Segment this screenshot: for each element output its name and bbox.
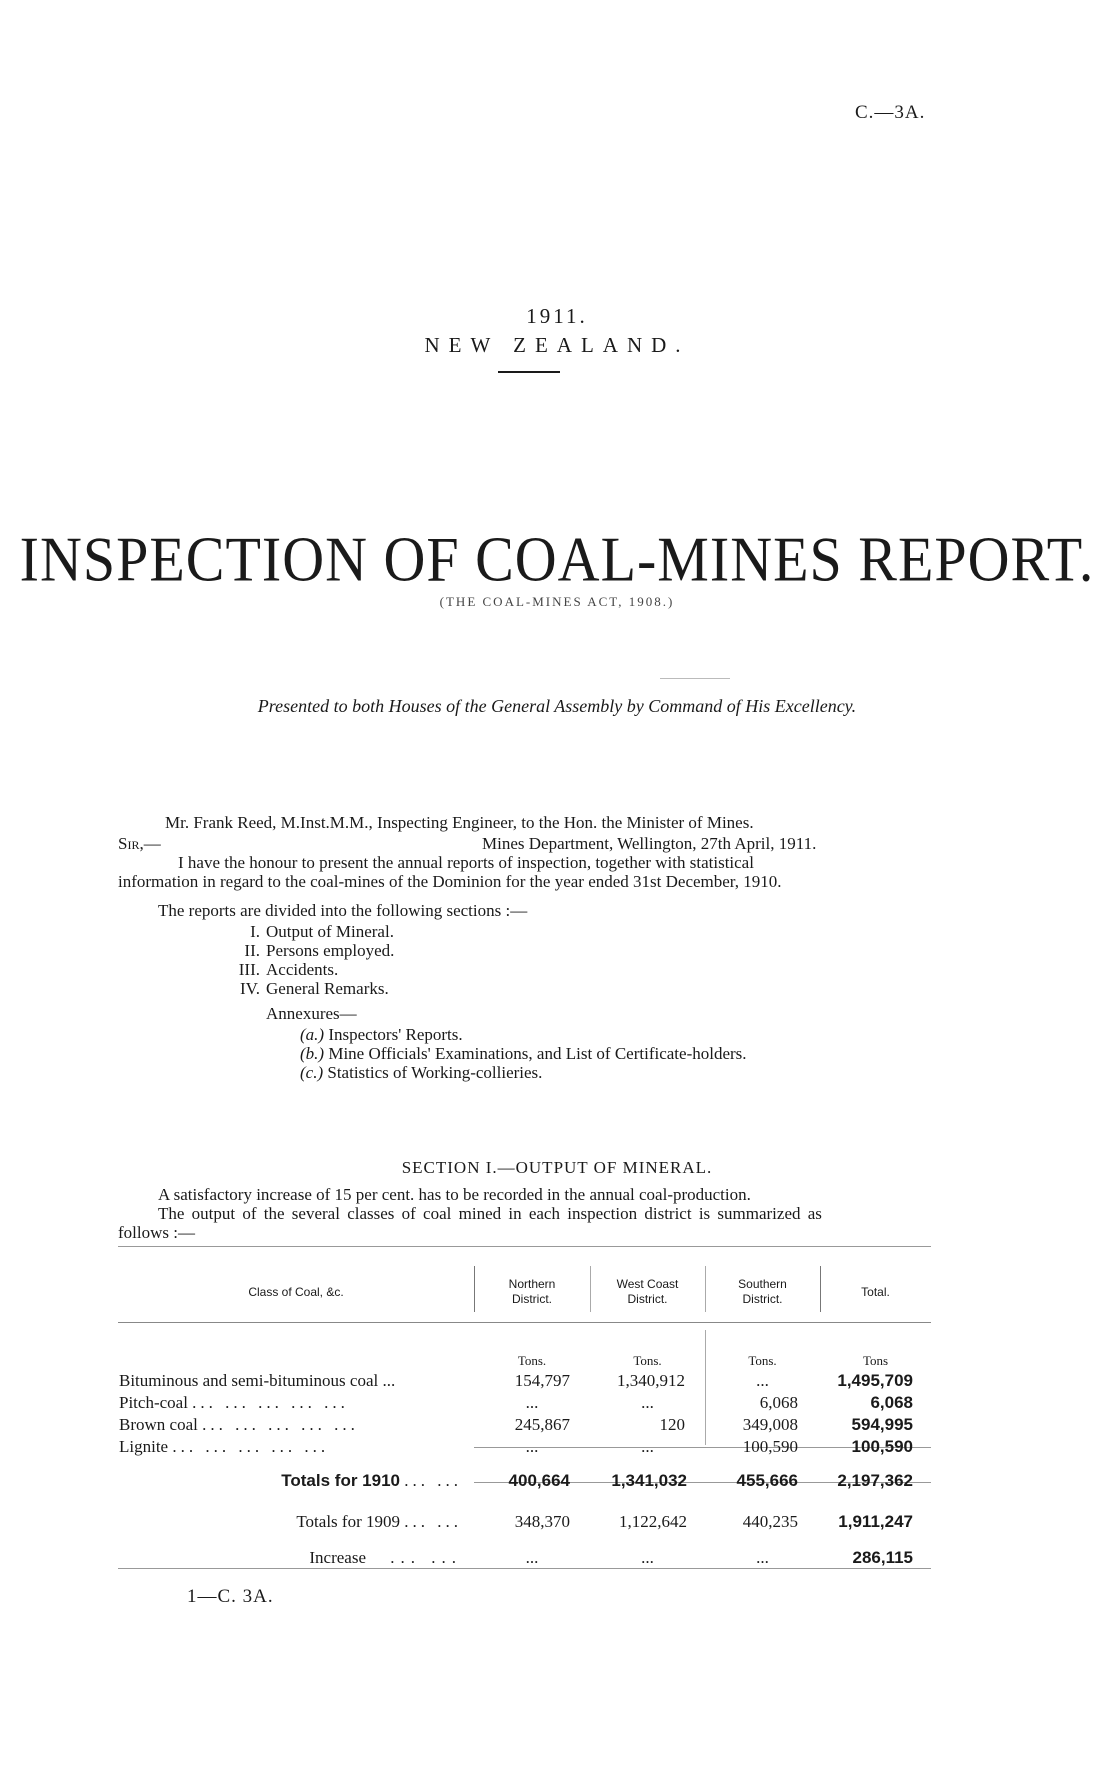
section-title: Output of Mineral. <box>266 922 394 941</box>
row-label: Lignite <box>119 1437 169 1456</box>
short-divider <box>660 678 730 679</box>
letter-paragraph-1b: information in regard to the coal-mines of the Dominion for the year ended 31st December, 1910. <box>118 872 782 891</box>
header-southern <box>705 1270 820 1314</box>
header-northern <box>474 1270 590 1314</box>
annexure-title: Statistics of Working-collieries. <box>327 1063 543 1082</box>
cell-west-coast: ... <box>641 1437 654 1456</box>
section-list-titles <box>266 922 394 998</box>
row-label: Bituminous and semi-bituminous coal <box>119 1371 379 1390</box>
annexure-number: (b.) <box>300 1044 325 1063</box>
section-number: IV. <box>240 979 260 998</box>
page-reference: C.—3A. <box>855 102 926 123</box>
cell-northern: ... <box>525 1437 539 1456</box>
leader-dots: ... ... ... ... ... <box>202 1415 359 1434</box>
section-paragraph-1: A satisfactory increase of 15 per cent. has to be recorded in the annual coal-production. <box>158 1185 751 1204</box>
cell-northern: ... <box>525 1393 539 1412</box>
row-label: Totals for 1909 <box>296 1512 400 1531</box>
row-label: Increase <box>309 1548 366 1567</box>
cell-southern: 349,008 <box>742 1415 798 1434</box>
units-row <box>118 1352 931 1370</box>
cell-southern: ... <box>756 1371 769 1390</box>
page-footer: 1—C. 3A. <box>187 1586 274 1607</box>
leader-dots: ... ... <box>390 1548 462 1567</box>
unit-label: Tons. <box>517 1353 547 1368</box>
leader-dots: ... ... <box>404 1471 462 1490</box>
cell-total: 286,115 <box>852 1548 913 1567</box>
cell-total: 2,197,362 <box>837 1471 913 1490</box>
cell-total: 1,911,247 <box>838 1512 913 1531</box>
cell-southern: ... <box>756 1548 769 1567</box>
header-text: District. <box>742 1292 783 1306</box>
header-text: District. <box>627 1292 668 1306</box>
cell-northern: 245,867 <box>514 1415 570 1434</box>
section-title: Persons employed. <box>266 941 395 960</box>
section-list-numbers <box>210 922 260 998</box>
cell-west-coast: ... <box>641 1393 654 1412</box>
letter-salutation: Sir,— <box>118 834 161 853</box>
cell-total: 594,995 <box>851 1415 913 1434</box>
unit-label: Tons <box>862 1353 889 1368</box>
header-text: Northern <box>508 1277 556 1291</box>
cell-west-coast: 120 <box>659 1415 685 1434</box>
cell-total: 6,068 <box>870 1393 913 1412</box>
leader-dots: ... <box>382 1371 396 1390</box>
cell-southern: 440,235 <box>742 1512 798 1531</box>
section-title: Accidents. <box>266 960 339 979</box>
annexure-title: Inspectors' Reports. <box>328 1025 463 1044</box>
unit-label: Tons. <box>633 1353 662 1368</box>
leader-dots: ... ... <box>404 1512 462 1531</box>
row-label: Totals for 1910 <box>281 1471 400 1490</box>
section-number: III. <box>238 960 260 979</box>
title-divider <box>498 371 560 373</box>
table-top-rule <box>118 1246 931 1247</box>
unit-label: Tons. <box>748 1353 777 1368</box>
table-header-row <box>118 1270 931 1314</box>
header-text: West Coast <box>616 1277 679 1291</box>
cell-southern: 6,068 <box>759 1393 798 1412</box>
cell-northern: 348,370 <box>514 1512 570 1531</box>
increase-row <box>118 1540 931 1576</box>
header-text: District. <box>512 1292 552 1306</box>
letter-paragraph-2: The reports are divided into the following sections :— <box>158 901 528 920</box>
cell-southern: 455,666 <box>736 1471 798 1490</box>
table-row <box>118 1370 931 1392</box>
country-heading: NEW ZEALAND. <box>424 333 690 357</box>
cell-southern: 100,590 <box>742 1437 798 1456</box>
section-number: II. <box>244 941 260 960</box>
cell-total: 100,590 <box>851 1437 913 1456</box>
leader-dots: ... ... ... ... ... <box>172 1437 330 1456</box>
table-row <box>118 1392 931 1414</box>
report-subtitle: (THE COAL-MINES ACT, 1908.) <box>439 594 675 609</box>
cell-west-coast: 1,341,032 <box>611 1471 687 1490</box>
letter-place-date: Mines Department, Wellington, 27th April, 1911. <box>482 834 817 853</box>
annexure-list <box>300 1025 747 1082</box>
letter-paragraph-1a: I have the honour to present the annual reports of inspection, together with statistical <box>178 853 754 872</box>
coal-output-table <box>118 1270 931 1576</box>
table-row <box>118 1436 931 1458</box>
header-class: Class of Coal, &c. <box>248 1285 344 1299</box>
presentation-note: Presented to both Houses of the General Assembly by Command of His Excellency. <box>257 696 857 716</box>
section-title: General Remarks. <box>266 979 389 998</box>
totals-row <box>118 1458 931 1504</box>
cell-west-coast: 1,340,912 <box>617 1371 685 1390</box>
cell-northern: ... <box>525 1548 539 1567</box>
cell-west-coast: ... <box>641 1548 654 1567</box>
section-paragraph-2a: The output of the several classes of coal mined in each inspection district is summarized as <box>158 1204 822 1223</box>
cell-northern: 400,664 <box>508 1471 570 1490</box>
section-number: I. <box>250 922 260 941</box>
cell-total: 1,495,709 <box>837 1371 913 1390</box>
annexures-label: Annexures— <box>266 1004 357 1023</box>
row-label: Pitch-coal <box>119 1393 188 1412</box>
annexure-title: Mine Officials' Examinations, and List of Certificate-holders. <box>328 1044 747 1063</box>
cell-west-coast: 1,122,642 <box>619 1512 687 1531</box>
section-paragraph-2b: follows :— <box>118 1223 195 1242</box>
header-west-coast <box>590 1270 705 1314</box>
header-text: Southern <box>738 1277 787 1291</box>
section-heading: SECTION I.—OUTPUT OF MINERAL. <box>401 1158 713 1177</box>
letter-address: Mr. Frank Reed, M.Inst.M.M., Inspecting Engineer, to the Hon. the Minister of Mines. <box>165 813 754 832</box>
annexure-number: (a.) <box>300 1025 325 1044</box>
report-year: 1911. <box>526 304 588 328</box>
report-title: INSPECTION OF COAL-MINES REPORT. <box>19 523 1095 595</box>
leader-dots: ... ... ... ... ... <box>192 1393 349 1412</box>
header-total: Total. <box>861 1285 890 1299</box>
totals-row <box>118 1504 931 1540</box>
cell-northern: 154,797 <box>514 1371 570 1390</box>
row-label: Brown coal <box>119 1415 198 1434</box>
annexure-number: (c.) <box>300 1063 324 1082</box>
table-row <box>118 1414 931 1436</box>
